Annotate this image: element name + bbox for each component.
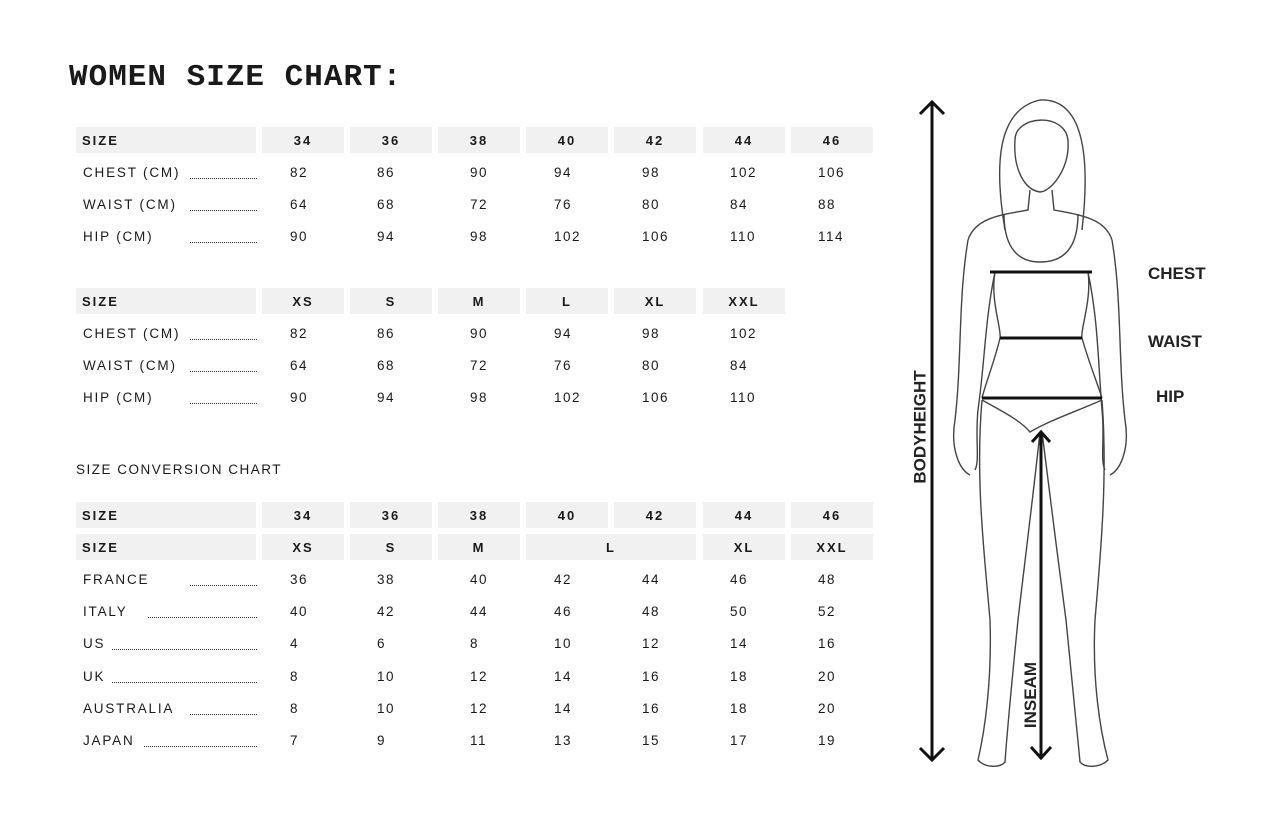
- size-header-label: SIZE: [76, 127, 256, 153]
- size-header-cell: S: [350, 288, 432, 314]
- row-label: CHEST (CM): [83, 326, 181, 341]
- size-header-cell: 44: [703, 127, 785, 153]
- size-header-cell: 40: [526, 127, 608, 153]
- leader-dots: [190, 403, 257, 404]
- table-cell: 76: [554, 197, 573, 212]
- waist-label: WAIST: [1148, 332, 1202, 351]
- size-header-cell: M: [438, 288, 520, 314]
- leader-dots: [190, 210, 257, 211]
- size-header-cell: XL: [614, 288, 696, 314]
- row-label: HIP (CM): [83, 390, 154, 405]
- table-cell: 94: [377, 390, 396, 405]
- size-header-cell: XXL: [703, 288, 785, 314]
- table-cell: 40: [470, 572, 489, 587]
- table-cell: 17: [730, 733, 749, 748]
- table-cell: 10: [554, 636, 573, 652]
- table-cell: 84: [730, 197, 749, 212]
- table-cell: 12: [470, 668, 489, 684]
- table-cell: 64: [290, 358, 309, 373]
- table-cell: 46: [554, 604, 573, 620]
- table-cell: 102: [554, 390, 582, 405]
- table-cell: 84: [730, 358, 749, 373]
- table-cell: 7: [290, 733, 300, 748]
- table-cell: 98: [470, 229, 489, 244]
- table-cell: 114: [818, 229, 845, 244]
- size-header-cell: 36: [350, 127, 432, 153]
- table-cell: 94: [377, 229, 396, 244]
- size-header-cell: 34: [262, 502, 344, 528]
- table-cell: 18: [730, 668, 749, 684]
- table-cell: 44: [642, 572, 661, 587]
- row-label: UK: [83, 668, 106, 684]
- table-cell: 106: [818, 165, 846, 180]
- table-cell: 90: [470, 165, 489, 180]
- table-cell: 14: [730, 636, 749, 652]
- table-cell: 48: [642, 604, 661, 620]
- table-cell: 94: [554, 326, 573, 341]
- table-cell: 80: [642, 358, 661, 373]
- table-cell: 14: [554, 700, 573, 716]
- table-cell: 90: [470, 326, 489, 341]
- table-cell: 98: [642, 326, 661, 341]
- row-label: CHEST (CM): [83, 165, 181, 180]
- leader-dots: [190, 371, 257, 372]
- letter-header-label: SIZE: [76, 534, 256, 560]
- table-cell: 4: [290, 636, 300, 652]
- body-measurement-figure: [880, 80, 1260, 785]
- size-header-label: SIZE: [76, 288, 256, 314]
- table-cell: 98: [470, 390, 489, 405]
- chest-label: CHEST: [1148, 264, 1206, 283]
- table-cell: 68: [377, 358, 396, 373]
- table-cell: 16: [818, 636, 837, 652]
- table-cell: 16: [642, 668, 661, 684]
- table-cell: 90: [290, 229, 309, 244]
- bodyheight-label: BODYHEIGHT: [910, 370, 930, 484]
- table-cell: 14: [554, 668, 573, 684]
- size-header-cell: 42: [614, 502, 696, 528]
- row-label: WAIST (CM): [83, 197, 177, 212]
- table-cell: 88: [818, 197, 837, 212]
- size-header-cell: 46: [791, 502, 873, 528]
- size-header-cell: 40: [526, 502, 608, 528]
- size-header-cell: 42: [614, 127, 696, 153]
- letter-header-cell: S: [350, 534, 432, 560]
- table-cell: 106: [642, 229, 670, 244]
- table-cell: 68: [377, 197, 396, 212]
- size-header-cell: L: [526, 288, 608, 314]
- size-header-label: SIZE: [76, 502, 256, 528]
- size-header-cell: 46: [791, 127, 873, 153]
- table-cell: 11: [470, 733, 488, 748]
- letter-header-cell: XL: [703, 534, 785, 560]
- table-cell: 86: [377, 165, 396, 180]
- table-cell: 110: [730, 390, 757, 405]
- table-cell: 98: [642, 165, 661, 180]
- table-cell: 102: [730, 326, 758, 341]
- size-header-cell: 44: [703, 502, 785, 528]
- row-label: US: [83, 636, 106, 652]
- leader-dots: [148, 617, 257, 618]
- table-cell: 48: [818, 572, 837, 587]
- body-outline-illustration: [880, 80, 1260, 780]
- table-cell: 76: [554, 358, 573, 373]
- table-cell: 82: [290, 326, 309, 341]
- table-cell: 20: [818, 700, 837, 716]
- size-header-cell: XS: [262, 288, 344, 314]
- table-cell: 86: [377, 326, 396, 341]
- page-title: WOMEN SIZE CHART:: [69, 60, 403, 95]
- table-cell: 64: [290, 197, 309, 212]
- leader-dots: [190, 714, 257, 715]
- size-header-cell: 38: [438, 127, 520, 153]
- row-label: FRANCE: [83, 572, 150, 587]
- table-cell: 6: [377, 636, 387, 652]
- table-cell: 9: [377, 733, 387, 748]
- table-cell: 90: [290, 390, 309, 405]
- letter-header-cell: XS: [262, 534, 344, 560]
- size-header-cell: 38: [438, 502, 520, 528]
- table-cell: 20: [818, 668, 837, 684]
- table-cell: 19: [818, 733, 837, 748]
- leader-dots: [190, 242, 257, 243]
- row-label: HIP (CM): [83, 229, 154, 244]
- table-cell: 10: [377, 700, 396, 716]
- table-cell: 72: [470, 197, 489, 212]
- table-cell: 12: [470, 700, 489, 716]
- size-header-cell: 34: [262, 127, 344, 153]
- row-label: JAPAN: [83, 733, 135, 748]
- letter-header-cell: L: [526, 534, 696, 560]
- row-label: WAIST (CM): [83, 358, 177, 373]
- table-cell: 52: [818, 604, 837, 620]
- leader-dots: [144, 746, 257, 747]
- table-cell: 72: [470, 358, 489, 373]
- table-cell: 38: [377, 572, 396, 587]
- leader-dots: [190, 339, 257, 340]
- table-cell: 94: [554, 165, 573, 180]
- table-cell: 13: [554, 733, 573, 748]
- table-cell: 10: [377, 668, 396, 684]
- letter-header-cell: M: [438, 534, 520, 560]
- table-cell: 82: [290, 165, 309, 180]
- table-cell: 8: [290, 700, 300, 716]
- table-cell: 12: [642, 636, 661, 652]
- leader-dots: [190, 178, 257, 179]
- table-cell: 42: [377, 604, 396, 620]
- table-cell: 16: [642, 700, 661, 716]
- conversion-chart-title: SIZE CONVERSION CHART: [76, 462, 283, 477]
- table-cell: 8: [290, 668, 300, 684]
- size-header-cell: 36: [350, 502, 432, 528]
- table-cell: 80: [642, 197, 661, 212]
- leader-dots: [112, 682, 257, 683]
- row-label: AUSTRALIA: [83, 700, 175, 716]
- table-cell: 42: [554, 572, 573, 587]
- row-label: ITALY: [83, 604, 128, 620]
- table-cell: 110: [730, 229, 757, 244]
- table-cell: 46: [730, 572, 749, 587]
- leader-dots: [190, 585, 257, 586]
- table-cell: 8: [470, 636, 480, 652]
- table-cell: 40: [290, 604, 309, 620]
- table-cell: 44: [470, 604, 489, 620]
- table-cell: 15: [642, 733, 661, 748]
- table-cell: 102: [730, 165, 758, 180]
- table-cell: 18: [730, 700, 749, 716]
- table-cell: 36: [290, 572, 309, 587]
- table-cell: 50: [730, 604, 749, 620]
- hip-label: HIP: [1156, 387, 1185, 406]
- inseam-label: INSEAM: [1021, 661, 1041, 729]
- letter-header-cell: XXL: [791, 534, 873, 560]
- leader-dots: [112, 649, 257, 650]
- table-cell: 106: [642, 390, 670, 405]
- table-cell: 102: [554, 229, 582, 244]
